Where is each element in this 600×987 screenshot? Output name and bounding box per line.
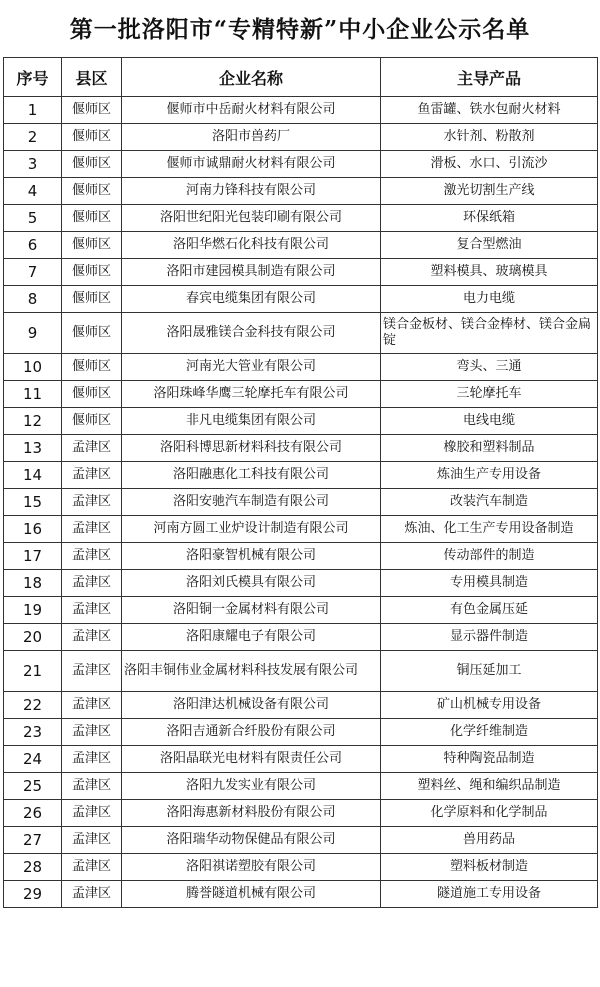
row-company-name: 河南力锋科技有限公司 [122,178,381,205]
table-row [4,462,598,489]
row-district: 孟津区 [62,570,122,597]
row-district: 孟津区 [62,462,122,489]
row-index: 18 [4,570,62,597]
row-index: 26 [4,800,62,827]
row-index: 20 [4,624,62,651]
row-main-product: 炼油生产专用设备 [381,462,598,489]
row-main-product: 电线电缆 [381,408,598,435]
row-district: 孟津区 [62,597,122,624]
row-company-name: 洛阳铜一金属材料有限公司 [122,597,381,624]
row-company-name: 洛阳市建园模具制造有限公司 [122,259,381,286]
table-row [4,489,598,516]
row-index: 4 [4,178,62,205]
table-row [4,516,598,543]
table-row [4,97,598,124]
row-index: 21 [4,651,62,692]
row-main-product: 传动部件的制造 [381,543,598,570]
row-company-name: 洛阳华燃石化科技有限公司 [122,232,381,259]
row-district: 孟津区 [62,800,122,827]
table-row [4,232,598,259]
row-main-product: 滑板、水口、引流沙 [381,151,598,178]
row-district: 偃师区 [62,408,122,435]
row-main-product: 塑料模具、玻璃模具 [381,259,598,286]
header-main-product: 主导产品 [381,58,598,97]
table-row [4,719,598,746]
row-district: 孟津区 [62,516,122,543]
row-district: 孟津区 [62,719,122,746]
header-company-name: 企业名称 [122,58,381,97]
row-main-product: 镁合金板材、镁合金棒材、镁合金扁锭 [381,313,598,354]
row-district: 偃师区 [62,124,122,151]
row-district: 偃师区 [62,354,122,381]
row-district: 偃师区 [62,178,122,205]
table-row [4,354,598,381]
row-company-name: 洛阳祺诺塑胶有限公司 [122,854,381,881]
row-index: 28 [4,854,62,881]
table-row [4,178,598,205]
header-district: 县区 [62,58,122,97]
table-row [4,259,598,286]
row-company-name: 洛阳康耀电子有限公司 [122,624,381,651]
row-main-product: 显示器件制造 [381,624,598,651]
row-district: 偃师区 [62,97,122,124]
table-row [4,624,598,651]
row-index: 13 [4,435,62,462]
row-company-name: 洛阳刘氏模具有限公司 [122,570,381,597]
table-row [4,124,598,151]
row-index: 23 [4,719,62,746]
table-row [4,286,598,313]
table-row [4,435,598,462]
row-main-product: 鱼雷罐、铁水包耐火材料 [381,97,598,124]
header-index: 序号 [4,58,62,97]
row-district: 孟津区 [62,651,122,692]
row-district: 偃师区 [62,313,122,354]
row-main-product: 兽用药品 [381,827,598,854]
row-main-product: 化学纤维制造 [381,719,598,746]
row-main-product: 炼油、化工生产专用设备制造 [381,516,598,543]
row-company-name: 洛阳丰铜伟业金属材料科技发展有限公司 [122,651,381,692]
row-index: 24 [4,746,62,773]
row-company-name: 洛阳晟雅镁合金科技有限公司 [122,313,381,354]
row-index: 12 [4,408,62,435]
row-main-product: 激光切割生产线 [381,178,598,205]
table-row [4,854,598,881]
row-company-name: 非凡电缆集团有限公司 [122,408,381,435]
row-company-name: 洛阳珠峰华鹰三轮摩托车有限公司 [122,381,381,408]
row-company-name: 洛阳九发实业有限公司 [122,773,381,800]
page-title: 第一批洛阳市“专精特新”中小企业公示名单 [69,16,531,43]
row-main-product: 塑料板材制造 [381,854,598,881]
row-district: 偃师区 [62,151,122,178]
row-main-product: 化学原料和化学制品 [381,800,598,827]
row-index: 10 [4,354,62,381]
row-company-name: 洛阳市兽药厂 [122,124,381,151]
row-index: 11 [4,381,62,408]
row-company-name: 洛阳津达机械设备有限公司 [122,692,381,719]
row-company-name: 洛阳世纪阳光包装印刷有限公司 [122,205,381,232]
row-index: 8 [4,286,62,313]
table-row [4,313,598,354]
row-district: 孟津区 [62,543,122,570]
table-row [4,827,598,854]
row-index: 2 [4,124,62,151]
row-index: 19 [4,597,62,624]
row-index: 27 [4,827,62,854]
row-index: 3 [4,151,62,178]
row-main-product: 三轮摩托车 [381,381,598,408]
row-district: 孟津区 [62,624,122,651]
table-row [4,543,598,570]
row-main-product: 橡胶和塑料制品 [381,435,598,462]
table-row [4,381,598,408]
row-main-product: 铜压延加工 [381,651,598,692]
row-district: 孟津区 [62,435,122,462]
row-district: 偃师区 [62,286,122,313]
row-district: 孟津区 [62,773,122,800]
row-main-product: 特种陶瓷品制造 [381,746,598,773]
row-district: 偃师区 [62,381,122,408]
row-main-product: 水针剂、粉散剂 [381,124,598,151]
row-district: 孟津区 [62,854,122,881]
row-company-name: 偃师市诚鼎耐火材料有限公司 [122,151,381,178]
row-index: 6 [4,232,62,259]
row-main-product: 有色金属压延 [381,597,598,624]
table-row [4,205,598,232]
row-district: 偃师区 [62,259,122,286]
table-row [4,151,598,178]
row-main-product: 矿山机械专用设备 [381,692,598,719]
row-index: 22 [4,692,62,719]
row-index: 29 [4,881,62,908]
row-main-product: 环保纸箱 [381,205,598,232]
row-district: 孟津区 [62,489,122,516]
row-index: 5 [4,205,62,232]
row-index: 17 [4,543,62,570]
row-company-name: 洛阳豪智机械有限公司 [122,543,381,570]
row-district: 孟津区 [62,746,122,773]
table-row [4,651,598,692]
row-index: 7 [4,259,62,286]
row-index: 15 [4,489,62,516]
row-index: 14 [4,462,62,489]
row-company-name: 河南光大管业有限公司 [122,354,381,381]
row-index: 9 [4,313,62,354]
row-district: 孟津区 [62,827,122,854]
row-main-product: 电力电缆 [381,286,598,313]
row-main-product: 隧道施工专用设备 [381,881,598,908]
row-company-name: 洛阳瑞华动物保健品有限公司 [122,827,381,854]
row-company-name: 偃师市中岳耐火材料有限公司 [122,97,381,124]
row-company-name: 洛阳海惠新材料股份有限公司 [122,800,381,827]
table-row [4,746,598,773]
row-company-name: 洛阳科博思新材料科技有限公司 [122,435,381,462]
row-company-name: 洛阳融惠化工科技有限公司 [122,462,381,489]
row-main-product: 专用模具制造 [381,570,598,597]
table-row [4,881,598,908]
table-body [4,97,598,908]
table-row [4,800,598,827]
row-company-name: 洛阳安驰汽车制造有限公司 [122,489,381,516]
row-company-name: 洛阳晶联光电材料有限责任公司 [122,746,381,773]
row-company-name: 河南方圆工业炉设计制造有限公司 [122,516,381,543]
row-main-product: 改装汽车制造 [381,489,598,516]
row-main-product: 复合型燃油 [381,232,598,259]
table-header-row [4,58,598,97]
row-index: 1 [4,97,62,124]
row-main-product: 塑料丝、绳和编织品制造 [381,773,598,800]
table-row [4,773,598,800]
table-row [4,570,598,597]
row-district: 偃师区 [62,205,122,232]
row-index: 16 [4,516,62,543]
row-company-name: 洛阳吉通新合纤股份有限公司 [122,719,381,746]
row-district: 偃师区 [62,232,122,259]
row-company-name: 腾誉隧道机械有限公司 [122,881,381,908]
table-row [4,597,598,624]
company-table [3,57,598,908]
table-row [4,408,598,435]
row-company-name: 春宾电缆集团有限公司 [122,286,381,313]
row-district: 孟津区 [62,692,122,719]
table-row [4,692,598,719]
row-index: 25 [4,773,62,800]
row-main-product: 弯头、三通 [381,354,598,381]
row-district: 孟津区 [62,881,122,908]
